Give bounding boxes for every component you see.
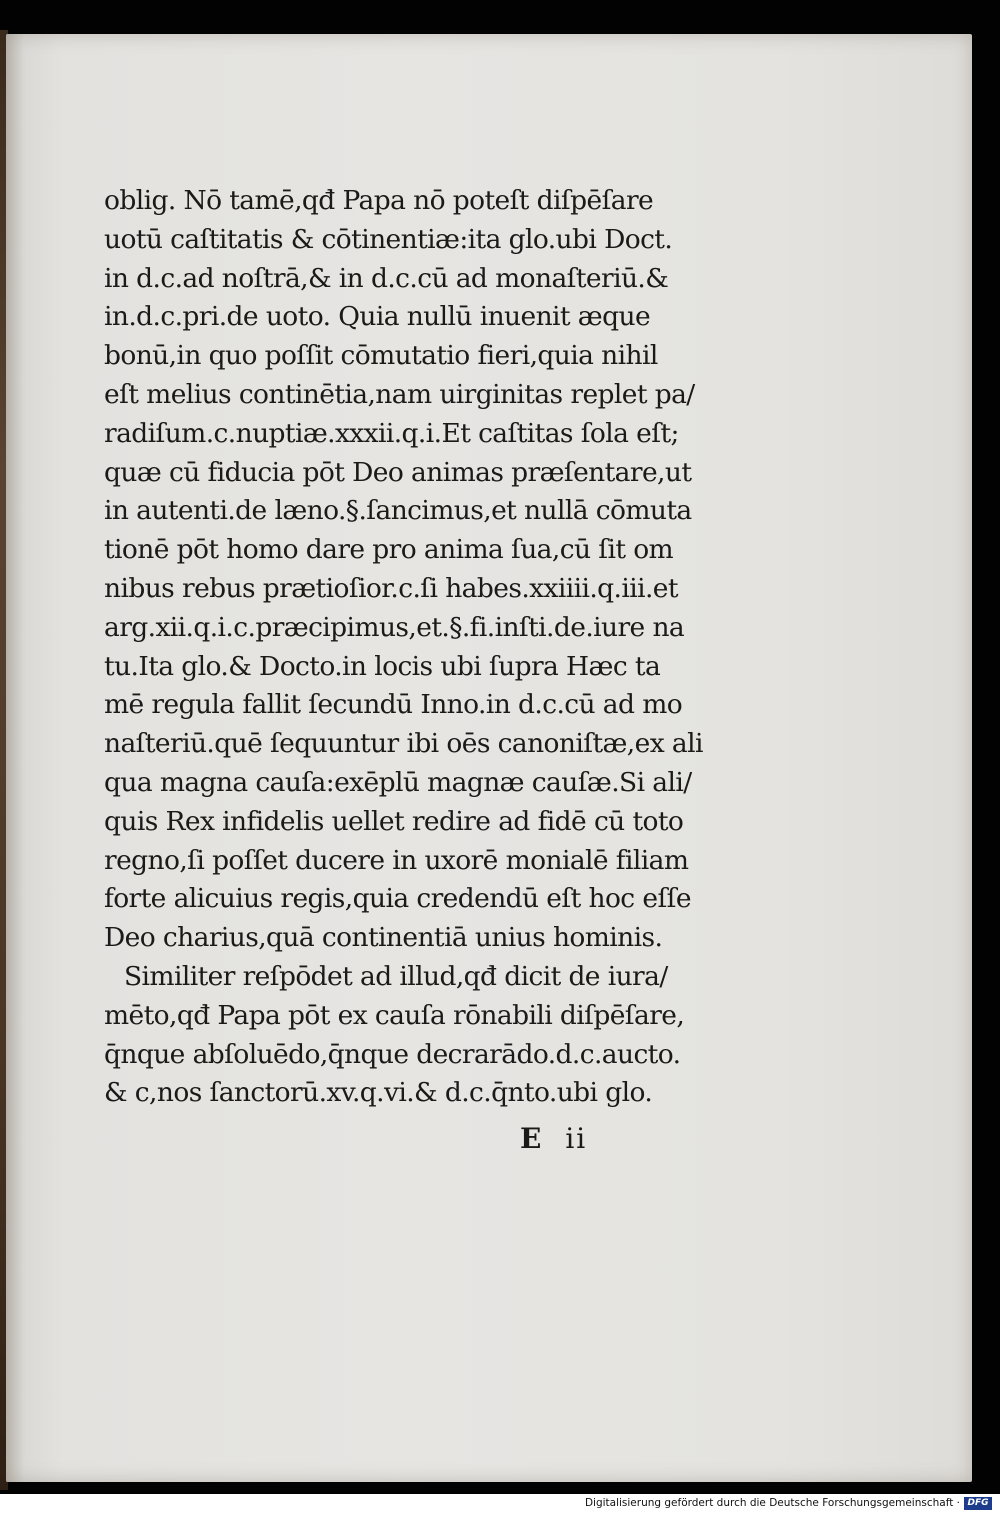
text-line: mēto,qđ Papa pōt ex cauſa rōnabili diſpēſare, (104, 999, 685, 1031)
signature-mark (520, 1122, 587, 1155)
text-line: in d.c.ad noſtrā,& in d.c.cū ad monaſteriū.& (104, 262, 669, 294)
text-line: & c,nos ſanctorū.xv.q.vi.& d.c.q̄nto.ubi glo. (104, 1077, 653, 1109)
text-line: Deo charius,quā continentiā unius hominis. (104, 922, 663, 954)
text-line: quis Rex infidelis uellet redire ad fidē cū toto (104, 805, 684, 837)
text-line: qua magna cauſa:exēplū magnæ cauſæ.Si ali/ (104, 766, 692, 798)
text-line: uotū caſtitatis & cōtinentiæ:ita glo.ubi Doct. (104, 223, 673, 255)
text-line: mē regula fallit ſecundū Inno.in d.c.cū ad mo (104, 689, 683, 721)
text-line: arg.xii.q.i.c.præcipimus,et.§.fi.inſti.de.iure na (104, 611, 685, 643)
page-text-block (104, 182, 703, 1113)
text-line: Similiter reſpōdet ad illud,qđ dicit de iura/ (124, 960, 668, 992)
text-line: forte alicuius regis,quia credendū eſt hoc eſſe (104, 883, 691, 915)
text-line: tu.Ita glo.& Docto.in locis ubi ſupra Hæc ta (104, 650, 661, 682)
text-line: quæ cū fiducia pōt Deo animas præſentare,ut (104, 456, 692, 488)
text-line: nibus rebus prætioſior.c.ſi habes.xxiiii.q.iii.et (104, 572, 678, 604)
text-line: naſteriū.quē ſequuntur ibi oēs canoniſtæ,ex ali (104, 728, 703, 760)
text-line: radiſum.c.nuptiæ.xxxii.q.i.Et caſtitas ſola eſt; (104, 417, 679, 449)
text-line: bonū,in quo poſſit cōmutatio fieri,quia nihil (104, 340, 658, 372)
text-line: regno,ſi poſſet ducere in uxorē monialē filiam (104, 844, 689, 876)
text-line: in.d.c.pri.de uoto. Quia nullū inuenit æque (104, 301, 651, 333)
text-line: eſt melius continētia,nam uirginitas replet pa/ (104, 378, 695, 410)
text-line: tionē pōt homo dare pro anima ſua,cū ſit om (104, 534, 674, 566)
signature-letter: E (520, 1122, 544, 1155)
text-line: in autenti.de læno.§.ſancimus,et nullā cōmuta (104, 495, 692, 527)
signature-number: ii (565, 1122, 588, 1155)
funding-credit: Digitalisierung gefördert durch die Deutsche Forschungsgemeinschaft · (584, 1497, 960, 1509)
text-line: q̄nque abſoluēdo,q̄nque decrarādo.d.c.aucto. (104, 1038, 681, 1070)
dfg-logo: DFG (964, 1497, 992, 1510)
text-line: oblig. Nō tamē,qđ Papa nō poteſt diſpēſare (104, 185, 654, 216)
